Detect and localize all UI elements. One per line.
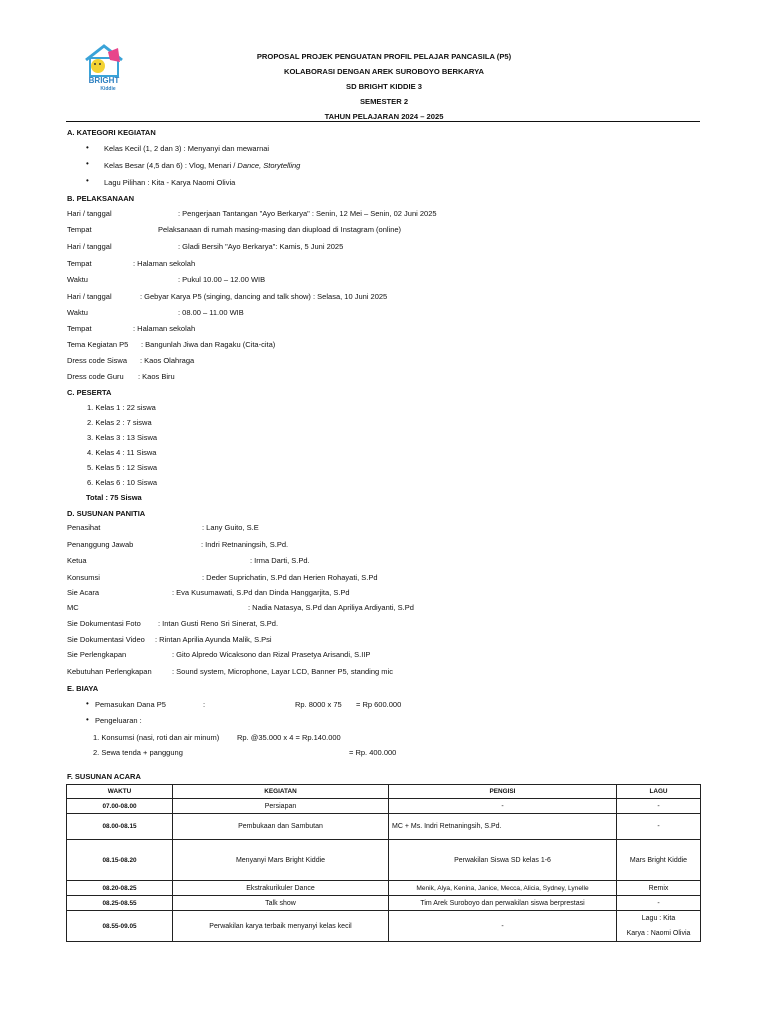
field-value: Pelaksanaan di rumah masing-masing dan diupload di Instagram (online) <box>158 225 402 234</box>
header-divider <box>66 121 700 122</box>
field-value: : Pukul 10.00 – 12.00 WIB <box>178 275 266 284</box>
section-a-title: A. KATEGORI KEGIATAN <box>67 128 156 137</box>
bullet-icon: • <box>86 143 89 152</box>
field-label: Tempat <box>67 324 92 333</box>
committee-role: Konsumsi <box>67 573 100 582</box>
cell-time: 08.20-08.25 <box>67 881 173 896</box>
cell-performer: MC + Ms. Indri Retnaningsih, S.Pd. <box>389 814 617 840</box>
cell-activity: Talk show <box>173 896 389 911</box>
committee-member: : Nadia Natasya, S.Pd dan Apriliya Ardiyanti, S.Pd <box>248 603 414 612</box>
committee-role: Kebutuhan Perlengkapan <box>67 667 152 676</box>
cell-time: 08.00-08.15 <box>67 814 173 840</box>
committee-role: Penanggung Jawab <box>67 540 134 549</box>
cell-activity: Perwakilan karya terbaik menyanyi kelas kecil <box>173 911 389 942</box>
income-calc: Rp. 8000 x 75 <box>295 700 342 709</box>
song-composer: Karya : Naomi Olivia <box>626 930 691 937</box>
cell-activity: Ekstrakurikuler Dance <box>173 881 389 896</box>
participant-item: 2. Kelas 2 : 7 siswa <box>87 418 152 427</box>
cell-performer: Menik, Alya, Kenina, Janice, Mecca, Alicia, Sydney, Lynelle <box>389 881 617 896</box>
field-label: Dress code Guru <box>67 372 124 381</box>
schedule-table <box>66 784 701 942</box>
cell-activity: Menyanyi Mars Bright Kiddie <box>173 840 389 881</box>
committee-role: Sie Dokumentasi Video <box>67 635 145 644</box>
committee-member: : Eva Kusumawati, S.Pd dan Dinda Hanggarjita, S.Pd <box>172 588 350 597</box>
participant-item: 3. Kelas 3 : 13 Siswa <box>87 433 158 442</box>
table-row <box>67 911 701 942</box>
field-value: : Halaman sekolah <box>133 259 196 268</box>
committee-member: : Rintan Aprilia Ayunda Malik, S.Psi <box>155 635 272 644</box>
participant-total: Total : 75 Siswa <box>86 493 142 502</box>
committee-member: : Deder Suprichatin, S.Pd dan Herien Rohayati, S.Pd <box>202 573 378 582</box>
committee-member: : Irma Darti, S.Pd. <box>250 556 310 565</box>
category-item: Lagu Pilihan : Kita - Karya Naomi Olivia <box>104 178 236 187</box>
expense-item-calc: Rp. @35.000 x 4 = Rp.140.000 <box>237 733 341 742</box>
cell-time: 07.00-08.00 <box>67 799 173 814</box>
committee-role: Ketua <box>67 556 87 565</box>
column-header: KEGIATAN <box>173 785 389 799</box>
participant-item: 4. Kelas 4 : 11 Siswa <box>87 448 157 457</box>
cell-time: 08.25-08.55 <box>67 896 173 911</box>
bullet-icon: • <box>86 699 89 708</box>
cell-performer: - <box>389 911 617 942</box>
section-d-title: D. SUSUNAN PANITIA <box>67 509 146 518</box>
bullet-icon: • <box>86 176 89 185</box>
logo-subtext: Kiddie <box>100 86 116 92</box>
field-value: : Halaman sekolah <box>133 324 196 333</box>
cell-activity: Persiapan <box>173 799 389 814</box>
logo-text: BRIGHT <box>88 76 120 85</box>
expense-item-total: = Rp. 400.000 <box>349 748 397 757</box>
income-label: Pemasukan Dana P5 <box>95 700 166 709</box>
section-b-title: B. PELAKSANAAN <box>67 194 135 203</box>
committee-role: Sie Acara <box>67 588 100 597</box>
table-header-row <box>67 785 701 799</box>
cell-song: - <box>617 814 701 840</box>
field-label: Hari / tanggal <box>67 209 112 218</box>
school-name: SD BRIGHT KIDDIE 3 <box>346 82 422 91</box>
field-value: : Bangunlah Jiwa dan Ragaku (Cita-cita) <box>141 340 276 349</box>
field-label: Waktu <box>67 308 88 317</box>
doc-subtitle: KOLABORASI DENGAN AREK SUROBOYO BERKARYA <box>284 67 484 76</box>
field-label: Waktu <box>67 275 88 284</box>
field-value: : Kaos Biru <box>138 372 175 381</box>
field-value: : Pengerjaan Tantangan "Ayo Berkarya" : Senin, 12 Mei – Senin, 02 Juni 2025 <box>178 209 437 218</box>
cell-song: - <box>617 896 701 911</box>
bullet-icon: • <box>86 715 89 724</box>
semester: SEMESTER 2 <box>359 97 409 106</box>
cell-song: Mars Bright Kiddie <box>617 840 701 881</box>
committee-member: : Sound system, Microphone, Layar LCD, Banner P5, standing mic <box>172 667 393 676</box>
field-label: Dress code Siswa <box>67 356 128 365</box>
cell-song <box>617 911 701 942</box>
field-label: Tema Kegiatan P5 <box>67 340 129 349</box>
committee-role: Sie Dokumentasi Foto <box>67 619 141 628</box>
field-label: Hari / tanggal <box>67 242 112 251</box>
field-value: : Gebyar Karya P5 (singing, dancing and talk show) : Selasa, 10 Juni 2025 <box>140 292 388 301</box>
academic-year: TAHUN PELAJARAN 2024 – 2025 <box>324 112 444 121</box>
field-label: Hari / tanggal <box>67 292 112 301</box>
cell-time: 08.15-08.20 <box>67 840 173 881</box>
expense-label: Pengeluaran : <box>95 716 142 725</box>
committee-member: : Indri Retnaningsih, S.Pd. <box>201 540 289 549</box>
field-label: Tempat <box>67 259 92 268</box>
participant-item: 6. Kelas 6 : 10 Siswa <box>87 478 158 487</box>
income-colon: : <box>203 700 206 709</box>
section-e-title: E. BIAYA <box>67 684 99 693</box>
cell-song: Remix <box>617 881 701 896</box>
song-title: Lagu : Kita <box>641 915 676 922</box>
field-label: Tempat <box>67 225 92 234</box>
table-row <box>67 799 701 814</box>
category-item: Kelas Besar (4,5 dan 6) : Vlog, Menari / Dance, Storytelling <box>104 161 301 170</box>
doc-title: PROPOSAL PROJEK PENGUATAN PROFIL PELAJAR PANCASILA (P5) <box>256 52 512 61</box>
cell-time: 08.55-09.05 <box>67 911 173 942</box>
field-value: : 08.00 – 11.00 WIB <box>178 308 244 317</box>
section-f-title: F. SUSUNAN ACARA <box>67 772 141 781</box>
cell-performer: - <box>389 799 617 814</box>
column-header: LAGU <box>617 785 701 799</box>
table-row <box>67 840 701 881</box>
table-row <box>67 881 701 896</box>
bullet-icon: • <box>86 159 89 168</box>
cell-performer: Perwakilan Siswa SD kelas 1-6 <box>389 840 617 881</box>
committee-role: Penasihat <box>67 523 101 532</box>
cell-performer: Tim Arek Suroboyo dan perwakilan siswa berprestasi <box>389 896 617 911</box>
field-value: : Kaos Olahraga <box>140 356 195 365</box>
table-row <box>67 896 701 911</box>
field-value: : Gladi Bersih "Ayo Berkarya": Kamis, 5 Juni 2025 <box>178 242 344 251</box>
column-header: PENGISI <box>389 785 617 799</box>
committee-member: : Lany Guito, S.E <box>202 523 259 532</box>
cell-song: - <box>617 799 701 814</box>
expense-item: 1. Konsumsi (nasi, roti dan air minum) <box>93 733 220 742</box>
section-c-title: C. PESERTA <box>67 388 112 397</box>
cell-activity: Pembukaan dan Sambutan <box>173 814 389 840</box>
committee-role: MC <box>67 603 79 612</box>
participant-item: 5. Kelas 5 : 12 Siswa <box>87 463 158 472</box>
column-header: WAKTU <box>67 785 173 799</box>
category-item: Kelas Kecil (1, 2 dan 3) : Menyanyi dan mewarnai <box>104 144 270 153</box>
committee-member: : Gito Alpredo Wicaksono dan Rizal Prasetya Arisandi, S.IIP <box>172 650 371 659</box>
participant-item: 1. Kelas 1 : 22 siswa <box>87 403 156 412</box>
committee-role: Sie Perlengkapan <box>67 650 127 659</box>
expense-item: 2. Sewa tenda + panggung <box>93 748 183 757</box>
table-row <box>67 814 701 840</box>
income-total: = Rp 600.000 <box>356 700 402 709</box>
committee-member: : Intan Gusti Reno Sri Sinerat, S.Pd. <box>158 619 279 628</box>
